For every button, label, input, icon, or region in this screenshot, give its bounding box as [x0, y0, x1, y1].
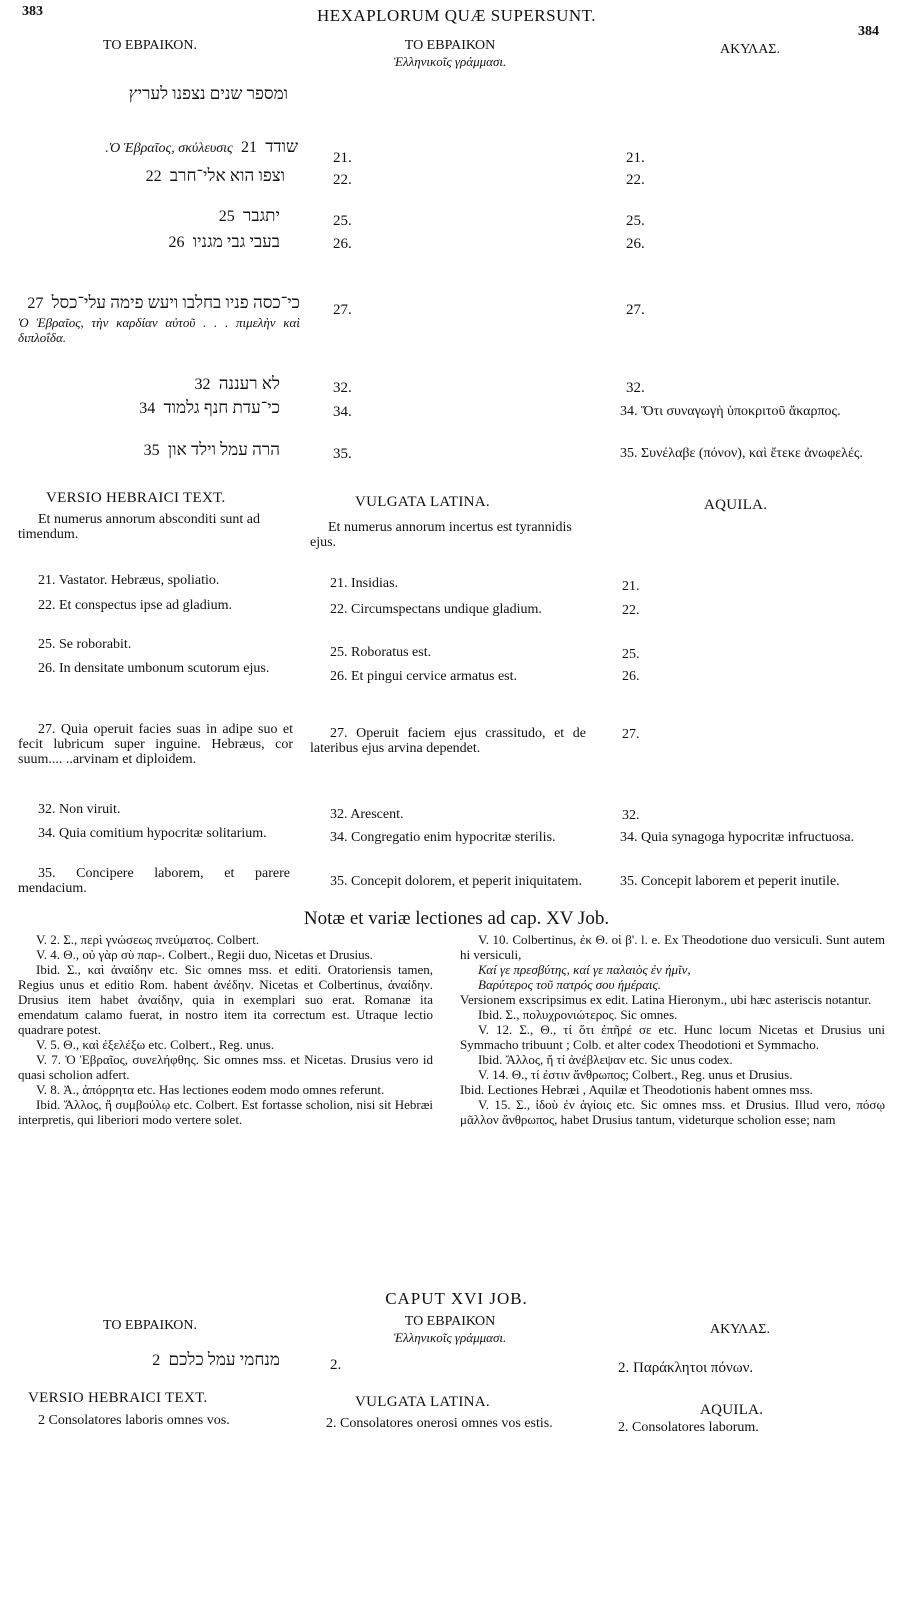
- hebrew-text: וצפו הוא אלי־חרב: [169, 166, 285, 185]
- page-number-left: 383: [22, 4, 43, 19]
- hebrew-text: הרה עמל וילד און: [167, 440, 280, 459]
- note-entry: V. 15. Σ., ἰδοὺ ἐν ἁγίοις etc. Sic omnes mss. et Drusius. Illud vero, πόσῳ μᾶλλον ἄνθρωπος, habet Drusius tantum, videturque scholion esse; nam: [460, 1097, 885, 1127]
- verse-number: 26: [168, 234, 185, 251]
- hebrew-row: [18, 292, 300, 345]
- verse-number: 35: [143, 442, 160, 459]
- note-verse: Καί γε πρεσβύτης, καί γε παλαιὸς ἐν ἡμῖν,: [478, 962, 691, 977]
- hebrew-text: בעבי גבי מגניו: [192, 232, 280, 251]
- center-verse: 26.: [333, 236, 352, 252]
- col-head-hebrew-greek-main: ΤΟ ΕΒΡΑΙΚΟΝ: [404, 1314, 496, 1329]
- note-entry: V. 2. Σ., περὶ γνώσεως πνεύματος. Colbert.: [36, 932, 260, 947]
- col-head-hebrew-greek: [320, 38, 580, 70]
- latin-center: 35. Concepit dolorem, et peperit iniquitatem.: [330, 874, 582, 889]
- verse-number: 25: [218, 208, 235, 225]
- greek-gloss: Ὁ Ἑβραῖος, τὴν καρδίαν αὐτοῦ . . . πιμελὴν καὶ διπλοΐδα.: [18, 315, 300, 345]
- greek-gloss: Ὁ Ἑβραῖος, σκύλευσις.: [105, 141, 233, 156]
- aquila-verse: 22.: [626, 172, 645, 188]
- center-verse: 32.: [333, 380, 352, 396]
- latin-right: 21.: [622, 579, 640, 594]
- latin-head-aquila: AQUILA.: [700, 1402, 764, 1418]
- hebrew-row: [40, 206, 280, 226]
- aquila-greek: 34. Ὅτι συναγωγὴ ὑποκριτοῦ ἄκαρπος.: [620, 404, 841, 419]
- latin-left: 27. Quia operuit facies suas in adipe suo et fecit lubricum super inguine. Hebræus, cor suum.... ..arvinam et diploidem.: [18, 722, 293, 767]
- note-verse: Βαρύτερος τοῦ πατρός σου ἡμέραις.: [478, 977, 662, 992]
- latin-center: 2. Consolatores onerosi omnes vos estis.: [326, 1416, 553, 1431]
- center-verse: 27.: [333, 302, 352, 318]
- col-head-hebrew: ΤΟ ΕΒΡΑΙΚΟΝ.: [103, 1318, 197, 1333]
- latin-left: 25. Se roborabit.: [38, 637, 132, 652]
- hebrew-text: שודד: [265, 137, 298, 156]
- latin-right: 32.: [622, 808, 640, 823]
- latin-left: 35. Concipere laborem, et parere mendacium.: [18, 866, 290, 896]
- col-head-hebrew-greek: [320, 1314, 580, 1346]
- latin-head-vulgata: VULGATA LATINA.: [355, 494, 490, 510]
- note-entry: V. 5. Θ., καὶ ἐξελέξω etc. Colbert., Reg. unus.: [36, 1037, 275, 1052]
- latin-center: 34. Congregatio enim hypocritæ sterilis.: [330, 830, 556, 845]
- note-entry: Ibid. Lectiones Hebræi , Aquilæ et Theodotionis habent omnes mss.: [460, 1082, 813, 1097]
- note-entry: Ibid. Ἄλλος, ἤ τί ἀνέβλεψαν etc. Sic unus codex.: [478, 1052, 733, 1067]
- page-number-right: 384: [858, 24, 879, 39]
- notes-left-column: [18, 932, 433, 1127]
- aquila-verse: 26.: [626, 236, 645, 252]
- center-verse: 35.: [333, 446, 352, 462]
- latin-head-vulgata: VULGATA LATINA.: [355, 1394, 490, 1410]
- note-entry: Ibid. Σ., καὶ ἀναίδην etc. Sic omnes mss. et editi. Oratoriensis tamen, Regius unus et editio Rom. habent ἀνέδην. Nicetas et Colbertinus, ἀναίδην. Drusius item habet ἀναίδην, quia in exemplari suo erat. Romanæ ita emendatum calamo fuerat, in nostro item ita correctum est. Utraque lectio quadrare potest.: [18, 962, 433, 1037]
- col-head-hebrew-greek-sub: Ἑλληνικοῖς γράμμασι.: [393, 54, 507, 69]
- latin-center: 25. Roboratus est.: [330, 645, 432, 660]
- note-entry: Ibid. Σ., πολυχρονιώτερος. Sic omnes.: [478, 1007, 678, 1022]
- latin-left: 2 Consolatores laboris omnes vos.: [38, 1413, 230, 1428]
- hebrew-text: כי־עדת חנף גלמוד: [163, 398, 280, 417]
- latin-head-hebraici: VERSIO HEBRAICI TEXT.: [28, 1390, 208, 1406]
- notes-title: Notæ et variæ lectiones ad cap. XV Job.: [303, 908, 610, 929]
- note-entry: V. 10. Colbertinus, ἐκ Θ. οἱ β'. l. e. Ex Theodotione duo versiculi. Sunt autem hi versiculi,: [460, 932, 885, 962]
- latin-right: 26.: [622, 669, 640, 684]
- verse-number: 2: [152, 1352, 161, 1369]
- latin-right: 25.: [622, 647, 640, 662]
- verse-number: 27: [27, 295, 44, 312]
- note-entry: V. 7. Ὁ Ἑβραῖος, συνελήφθης. Sic omnes mss. et Nicetas. Drusius vero id quasi scholion adfert.: [18, 1052, 433, 1082]
- latin-center: 32. Arescent.: [330, 807, 404, 822]
- hebrew-row: [40, 398, 280, 418]
- col-head-aquila: ΑΚΥΛΑΣ.: [710, 1322, 770, 1337]
- caput-title: CAPUT XVI JOB.: [385, 1289, 528, 1308]
- note-entry: V. 12. Σ., Θ., τί ὅτι ἐπῆρέ σε etc. Hunc locum Nicetas et Drusius uni Symmacho tribuunt ; Colb. et alter codex Theodotioni et Symmacho.: [460, 1022, 885, 1052]
- latin-left: 26. In densitate umbonum scutorum ejus.: [38, 661, 270, 676]
- verse-number: 22: [145, 168, 162, 185]
- hebrew-intro: ומספר שנים נצפנו לעריץ: [128, 84, 288, 103]
- center-verse: 21.: [333, 150, 352, 166]
- note-entry: Ibid. Ἄλλος, ἤ συμβούλῳ etc. Colbert. Est fortasse scholion, nisi sit Hebræi interpretis, qui liberiori modo vertere solet.: [18, 1097, 433, 1127]
- latin-center: 27. Operuit faciem ejus crassitudo, et de lateribus ejus arvina dependet.: [310, 726, 586, 756]
- aquila-verse: 21.: [626, 150, 645, 166]
- latin-right: 2. Consolatores laborum.: [618, 1420, 759, 1435]
- hebrew-text: מנחמי עמל כלכם: [168, 1350, 280, 1369]
- latin-center: 22. Circumspectans undique gladium.: [330, 602, 542, 617]
- latin-center: 21. Insidias.: [330, 576, 399, 591]
- hebrew-row: [40, 166, 285, 186]
- running-title: HEXAPLORUM QUÆ SUPERSUNT.: [316, 6, 597, 25]
- latin-right: 35. Concepit laborem et peperit inutile.: [620, 874, 840, 889]
- hebrew-row: [40, 1350, 280, 1370]
- hebrew-text: כי־כסה פניו בחלבו ויעש פימה עלי־כסל: [51, 293, 300, 312]
- aquila-verse: 25.: [626, 213, 645, 229]
- latin-left: 22. Et conspectus ipse ad gladium.: [38, 598, 233, 613]
- aquila-greek: 35. Συνέλαβε (πόνον), καὶ ἔτεκε ἀνωφελές.: [620, 446, 863, 461]
- center-verse: 22.: [333, 172, 352, 188]
- center-verse: 25.: [333, 213, 352, 229]
- latin-left: Et numerus annorum absconditi sunt ad timendum.: [18, 512, 261, 542]
- aquila-greek: 2. Παράκλητοι πόνων.: [618, 1360, 754, 1376]
- aquila-verse: 27.: [626, 302, 645, 318]
- hebrew-row: [40, 232, 280, 252]
- col-head-aquila: ΑΚΥΛΑΣ.: [720, 42, 780, 57]
- center-verse: 2.: [330, 1357, 342, 1373]
- col-head-hebrew-greek-main: ΤΟ ΕΒΡΑΙΚΟΝ: [404, 38, 496, 53]
- verse-number: 34: [139, 400, 156, 417]
- aquila-verse: 32.: [626, 380, 645, 396]
- latin-left: 34. Quia comitium hypocritæ solitarium.: [38, 826, 267, 841]
- hebrew-text: יתגבר: [243, 206, 280, 225]
- note-entry: V. 8. Ἀ., ἀπόρρητα etc. Has lectiones eodem modo omnes referunt.: [36, 1082, 385, 1097]
- hebrew-row: [40, 440, 280, 460]
- note-entry: V. 14. Θ., τί ἐστιν ἄνθρωπος; Colbert., Reg. unus et Drusius.: [478, 1067, 793, 1082]
- latin-left: 32. Non viruit.: [38, 802, 121, 817]
- note-entry: V. 4. Θ., οὐ γὰρ σὺ παρ-. Colbert., Regii duo, Nicetas et Drusius.: [36, 947, 373, 962]
- col-head-hebrew: ΤΟ ΕΒΡΑΙΚΟΝ.: [103, 38, 197, 53]
- latin-right: 34. Quia synagoga hypocritæ infructuosa.: [620, 830, 855, 845]
- latin-head-hebraici: VERSIO HEBRAICI TEXT.: [46, 490, 226, 506]
- col-head-hebrew-greek-sub: Ἑλληνικοῖς γράμμασι.: [393, 1330, 507, 1345]
- center-verse: 34.: [333, 404, 352, 420]
- note-entry: Versionem exscripsimus ex edit. Latina Hieronym., ubi hæc asteriscis notantur.: [460, 992, 872, 1007]
- verse-number: 32: [194, 376, 211, 393]
- latin-center: 26. Et pingui cervice armatus est.: [330, 669, 517, 684]
- latin-head-aquila: AQUILA.: [704, 497, 768, 513]
- hebrew-text: לא רעננה: [218, 374, 280, 393]
- notes-right-column: [460, 932, 885, 1127]
- latin-center: Et numerus annorum incertus est tyrannidis ejus.: [310, 520, 572, 550]
- verse-number: 21: [241, 139, 257, 156]
- latin-left: 21. Vastator. Hebræus, spoliatio.: [38, 573, 220, 588]
- latin-right: 27.: [622, 727, 640, 742]
- latin-right: 22.: [622, 603, 640, 618]
- hebrew-row: [18, 137, 298, 157]
- hebrew-row: [40, 374, 280, 394]
